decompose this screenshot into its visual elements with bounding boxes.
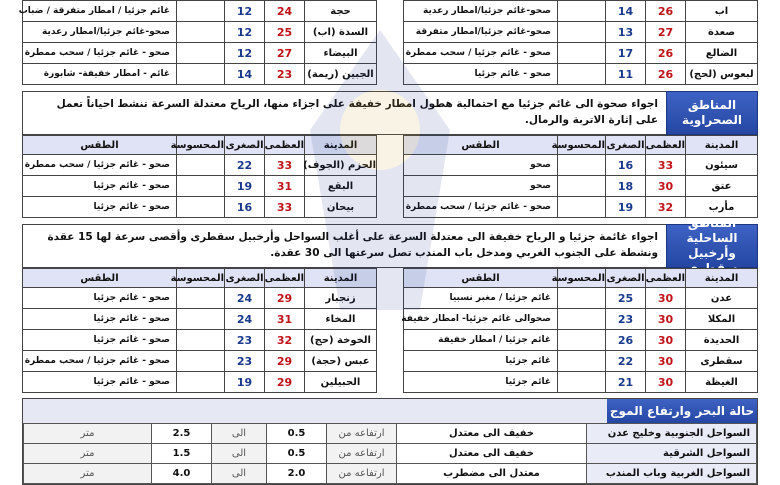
header-min: الصغرى <box>606 136 646 155</box>
table-row <box>404 309 758 330</box>
cell-city: البقع <box>305 176 377 197</box>
header-city: المدينة <box>305 269 377 288</box>
cell-min: 22 <box>606 351 646 372</box>
table-row <box>23 43 377 64</box>
table-row <box>404 64 758 85</box>
cell-feel <box>558 372 606 393</box>
cell-max: 31 <box>265 309 305 330</box>
cell-min: 26 <box>606 330 646 351</box>
coastal-label-line1: المناطق الساحلية <box>686 216 738 245</box>
cell-feel <box>558 330 606 351</box>
cell-feel <box>558 64 606 85</box>
header-weather: الطقس <box>404 136 558 155</box>
cell-weather: صحو - غائم جزئيا <box>23 288 177 309</box>
cell-min: 16 <box>606 155 646 176</box>
coastal-table-right <box>403 268 758 393</box>
cell-weather: صحو - غائم جزئيا / سحب ممطرة <box>404 197 558 218</box>
cell-weather: غائم - امطار خفيفة- شابورة <box>23 64 177 85</box>
cell-city: الحبيلين <box>305 372 377 393</box>
cell-weather: غائم جزئيا <box>404 372 558 393</box>
sea-cell-from: 0.5 <box>267 444 327 464</box>
cell-feel <box>177 351 225 372</box>
header-min: الصغرى <box>606 269 646 288</box>
cell-weather: صحو <box>404 176 558 197</box>
coastal-description: اجواء غائمة جزئيا و الرياح خفيفة الى معتدلة السرعة على أغلب السواحل وأرخبيل سقطرى وأقصى سرعة لها 15 عقدة ونشطة على الجنوب الغربي ومدخل باب المندب تصل سرعتها الى 30 عقدة. <box>22 224 666 268</box>
cell-min: 25 <box>606 288 646 309</box>
sea-cell-from-label: ارتفاعه من <box>327 444 397 464</box>
cell-feel <box>558 1 606 22</box>
cell-max: 27 <box>646 22 686 43</box>
cell-max: 26 <box>646 1 686 22</box>
cell-city: عبس (حجة) <box>305 351 377 372</box>
cell-weather: صحو - غائم جزئيا / سحب ممطرة <box>23 43 177 64</box>
cell-max: 29 <box>265 372 305 393</box>
cell-weather: صحو-غائم جزئيا/امطار رعدية <box>404 1 558 22</box>
cell-feel <box>558 155 606 176</box>
cell-city: الغيظة <box>686 372 758 393</box>
header-weather: الطقس <box>404 269 558 288</box>
coastal-region-banner <box>22 216 758 268</box>
cell-max: 30 <box>646 288 686 309</box>
cell-max: 33 <box>265 155 305 176</box>
table-row <box>404 176 758 197</box>
cell-weather: غائم جزئيا <box>404 351 558 372</box>
cell-city: لبعوس (لحج) <box>686 64 758 85</box>
cell-city: زنجبار <box>305 288 377 309</box>
table-header-row <box>404 269 758 288</box>
table-row <box>404 372 758 393</box>
cell-min: 23 <box>225 330 265 351</box>
sea-cell-to-label: الى <box>212 464 267 484</box>
cell-weather: صحو-غائم جزئيا/امطار متفرقة <box>404 22 558 43</box>
cell-min: 18 <box>606 176 646 197</box>
cell-feel <box>558 43 606 64</box>
cell-feel <box>177 1 225 22</box>
cell-max: 30 <box>646 372 686 393</box>
table-header-row <box>23 269 377 288</box>
cell-min: 12 <box>225 1 265 22</box>
sea-cell-state: خفيف الى معتدل <box>397 444 587 464</box>
cell-weather: صحو <box>404 155 558 176</box>
cell-city: المخاء <box>305 309 377 330</box>
cell-city: عدن <box>686 288 758 309</box>
desert-table-right <box>403 135 758 218</box>
sea-cell-state: خفيف الى معتدل <box>397 424 587 444</box>
cell-feel <box>558 197 606 218</box>
cell-weather: صحو - غائم جزئيا <box>23 372 177 393</box>
desert-label-line2: الصحراوية <box>682 113 742 127</box>
desert-region-banner <box>22 91 758 135</box>
cell-city: حجة <box>305 1 377 22</box>
coastal-label-line2: وأرخبيل <box>688 246 736 260</box>
desert-region-label <box>666 91 758 135</box>
cell-feel <box>177 22 225 43</box>
cell-city: السدة (اب) <box>305 22 377 43</box>
sea-state-header <box>23 399 757 423</box>
sea-state-table <box>23 423 757 484</box>
cell-weather: صحو - غائم جزئيا / سحب ممطرة <box>23 155 177 176</box>
cell-weather: صحو - غائم جزئيا <box>23 176 177 197</box>
header-max: العظمى <box>646 269 686 288</box>
cell-feel <box>558 351 606 372</box>
desert-tables <box>22 135 758 218</box>
cell-max: 30 <box>646 309 686 330</box>
table-row <box>404 155 758 176</box>
table-row <box>23 288 377 309</box>
cell-min: 19 <box>225 372 265 393</box>
desert-label-line1: المناطق <box>687 98 737 112</box>
cell-feel <box>558 22 606 43</box>
cell-min: 24 <box>225 288 265 309</box>
cell-min: 16 <box>225 197 265 218</box>
cell-weather: صحو - غائم جزئيا <box>23 197 177 218</box>
cell-max: 24 <box>265 1 305 22</box>
table-row <box>404 288 758 309</box>
table-row <box>23 1 377 22</box>
highlands-table-right <box>403 0 758 85</box>
sea-state-section <box>22 398 758 485</box>
cell-min: 23 <box>225 351 265 372</box>
cell-feel <box>177 176 225 197</box>
table-row <box>23 22 377 43</box>
coastal-table-left <box>22 268 377 393</box>
cell-weather: غائم جزئيا / امطار خفيفة <box>404 330 558 351</box>
cell-min: 11 <box>606 64 646 85</box>
cell-city: عتق <box>686 176 758 197</box>
cell-weather: صحو - غائم جزئيا / سحب ممطرة <box>23 351 177 372</box>
cell-feel <box>177 330 225 351</box>
sea-cell-unit: متر <box>24 464 152 484</box>
cell-city: الجبين (ريمة) <box>305 64 377 85</box>
table-row <box>23 64 377 85</box>
table-row <box>23 176 377 197</box>
sea-cell-unit: متر <box>24 444 152 464</box>
header-max: العظمى <box>265 269 305 288</box>
table-row <box>23 351 377 372</box>
cell-feel <box>177 288 225 309</box>
highlands-table-left <box>18 0 377 85</box>
sea-cell-to: 1.5 <box>152 444 212 464</box>
cell-feel <box>177 372 225 393</box>
cell-max: 26 <box>646 64 686 85</box>
header-feel: المحسوسة <box>558 136 606 155</box>
header-feel: المحسوسة <box>177 269 225 288</box>
table-row <box>23 309 377 330</box>
cell-min: 19 <box>225 176 265 197</box>
cell-feel <box>177 43 225 64</box>
cell-max: 32 <box>646 197 686 218</box>
cell-min: 21 <box>606 372 646 393</box>
sea-cell-to: 2.5 <box>152 424 212 444</box>
cell-max: 32 <box>265 330 305 351</box>
cell-feel <box>177 155 225 176</box>
cell-min: 13 <box>606 22 646 43</box>
header-city: المدينة <box>686 269 758 288</box>
sea-cell-from-label: ارتفاعه من <box>327 464 397 484</box>
cell-max: 33 <box>646 155 686 176</box>
table-row <box>404 330 758 351</box>
cell-city: سيئون <box>686 155 758 176</box>
table-row <box>23 155 377 176</box>
cell-feel <box>558 176 606 197</box>
cell-weather: غائم جزئيا / مغبر نسبيا <box>404 288 558 309</box>
table-row <box>404 197 758 218</box>
header-feel: المحسوسة <box>177 136 225 155</box>
cell-city: الحزم (الجوف) <box>305 155 377 176</box>
cell-max: 30 <box>646 176 686 197</box>
coastal-region-label <box>666 216 758 268</box>
table-row <box>404 1 758 22</box>
table-row <box>23 330 377 351</box>
cell-min: 24 <box>225 309 265 330</box>
sea-cell-from: 0.5 <box>267 424 327 444</box>
cell-weather: صحو - غائم جزئيا / سحب ممطرة <box>404 43 558 64</box>
header-max: العظمى <box>646 136 686 155</box>
cell-max: 25 <box>265 22 305 43</box>
cell-city: الضالع <box>686 43 758 64</box>
sea-cell-state: معتدل الى مضطرب <box>397 464 587 484</box>
sea-cell-unit: متر <box>24 424 152 444</box>
sea-cell-from-label: ارتفاعه من <box>327 424 397 444</box>
cell-weather: غائم جزئيا / امطار متفرقة / ضباب <box>23 1 177 22</box>
sea-row <box>24 424 757 444</box>
sea-row <box>24 444 757 464</box>
cell-city: الخوخة (حج) <box>305 330 377 351</box>
cell-city: سقطرى <box>686 351 758 372</box>
desert-description: اجواء صحوة الى غائم جزئيا مع احتمالية هطول امطار خفيفة على اجزاء منها، الرياح معتدلة السرعة تنشط احياناً تعمل على إثارة الاتربة والرمال. <box>22 91 666 135</box>
sea-cell-to: 4.0 <box>152 464 212 484</box>
cell-min: 23 <box>606 309 646 330</box>
cell-weather: صحو - غائم جزئيا <box>23 309 177 330</box>
cell-max: 30 <box>646 330 686 351</box>
table-header-row <box>23 136 377 155</box>
sea-cell-to-label: الى <box>212 424 267 444</box>
cell-min: 14 <box>606 1 646 22</box>
cell-weather: صحو-غائم جزئيا/امطار رعدية <box>23 22 177 43</box>
cell-city: بيحان <box>305 197 377 218</box>
table-row <box>404 43 758 64</box>
cell-min: 17 <box>606 43 646 64</box>
cell-min: 22 <box>225 155 265 176</box>
header-feel: المحسوسة <box>558 269 606 288</box>
cell-weather: صحو - غائم جزئيا <box>404 64 558 85</box>
sea-cell-region: السواحل الشرقية <box>587 444 757 464</box>
header-max: العظمى <box>265 136 305 155</box>
cell-max: 23 <box>265 64 305 85</box>
cell-feel <box>177 197 225 218</box>
sea-cell-region: السواحل الجنوبية وخليج عدن <box>587 424 757 444</box>
cell-city: مأرب <box>686 197 758 218</box>
cell-max: 26 <box>646 43 686 64</box>
cell-city: اب <box>686 1 758 22</box>
sea-cell-region: السواحل الغربية وباب المندب <box>587 464 757 484</box>
sea-row <box>24 464 757 484</box>
cell-city: المكلا <box>686 309 758 330</box>
cell-max: 33 <box>265 197 305 218</box>
cell-min: 19 <box>606 197 646 218</box>
cell-city: الحديدة <box>686 330 758 351</box>
sea-state-title: حالة البحر وارتفاع الموج <box>607 399 757 423</box>
table-row <box>23 197 377 218</box>
cell-feel <box>558 309 606 330</box>
sea-cell-to-label: الى <box>212 444 267 464</box>
cell-min: 14 <box>225 64 265 85</box>
header-weather: الطقس <box>23 136 177 155</box>
header-city: المدينة <box>686 136 758 155</box>
header-weather: الطقس <box>23 269 177 288</box>
coastal-tables <box>22 268 758 393</box>
cell-city: البيضاء <box>305 43 377 64</box>
table-header-row <box>404 136 758 155</box>
cell-max: 31 <box>265 176 305 197</box>
table-row <box>23 372 377 393</box>
table-row <box>404 22 758 43</box>
cell-feel <box>177 64 225 85</box>
cell-min: 12 <box>225 43 265 64</box>
cell-feel <box>177 309 225 330</box>
desert-table-left <box>22 135 377 218</box>
cell-weather: صحوالى غائم جزئيا- امطار خفيفة <box>404 309 558 330</box>
sea-cell-from: 2.0 <box>267 464 327 484</box>
cell-city: صعدة <box>686 22 758 43</box>
header-city: المدينة <box>305 136 377 155</box>
sea-header-fill <box>23 399 607 423</box>
cell-max: 29 <box>265 288 305 309</box>
highlands-tables <box>18 0 758 85</box>
cell-max: 29 <box>265 351 305 372</box>
header-min: الصغرى <box>225 269 265 288</box>
table-row <box>404 351 758 372</box>
header-min: الصغرى <box>225 136 265 155</box>
cell-weather: صحو - غائم جزئيا <box>23 330 177 351</box>
cell-feel <box>558 288 606 309</box>
cell-min: 12 <box>225 22 265 43</box>
cell-max: 27 <box>265 43 305 64</box>
cell-max: 30 <box>646 351 686 372</box>
